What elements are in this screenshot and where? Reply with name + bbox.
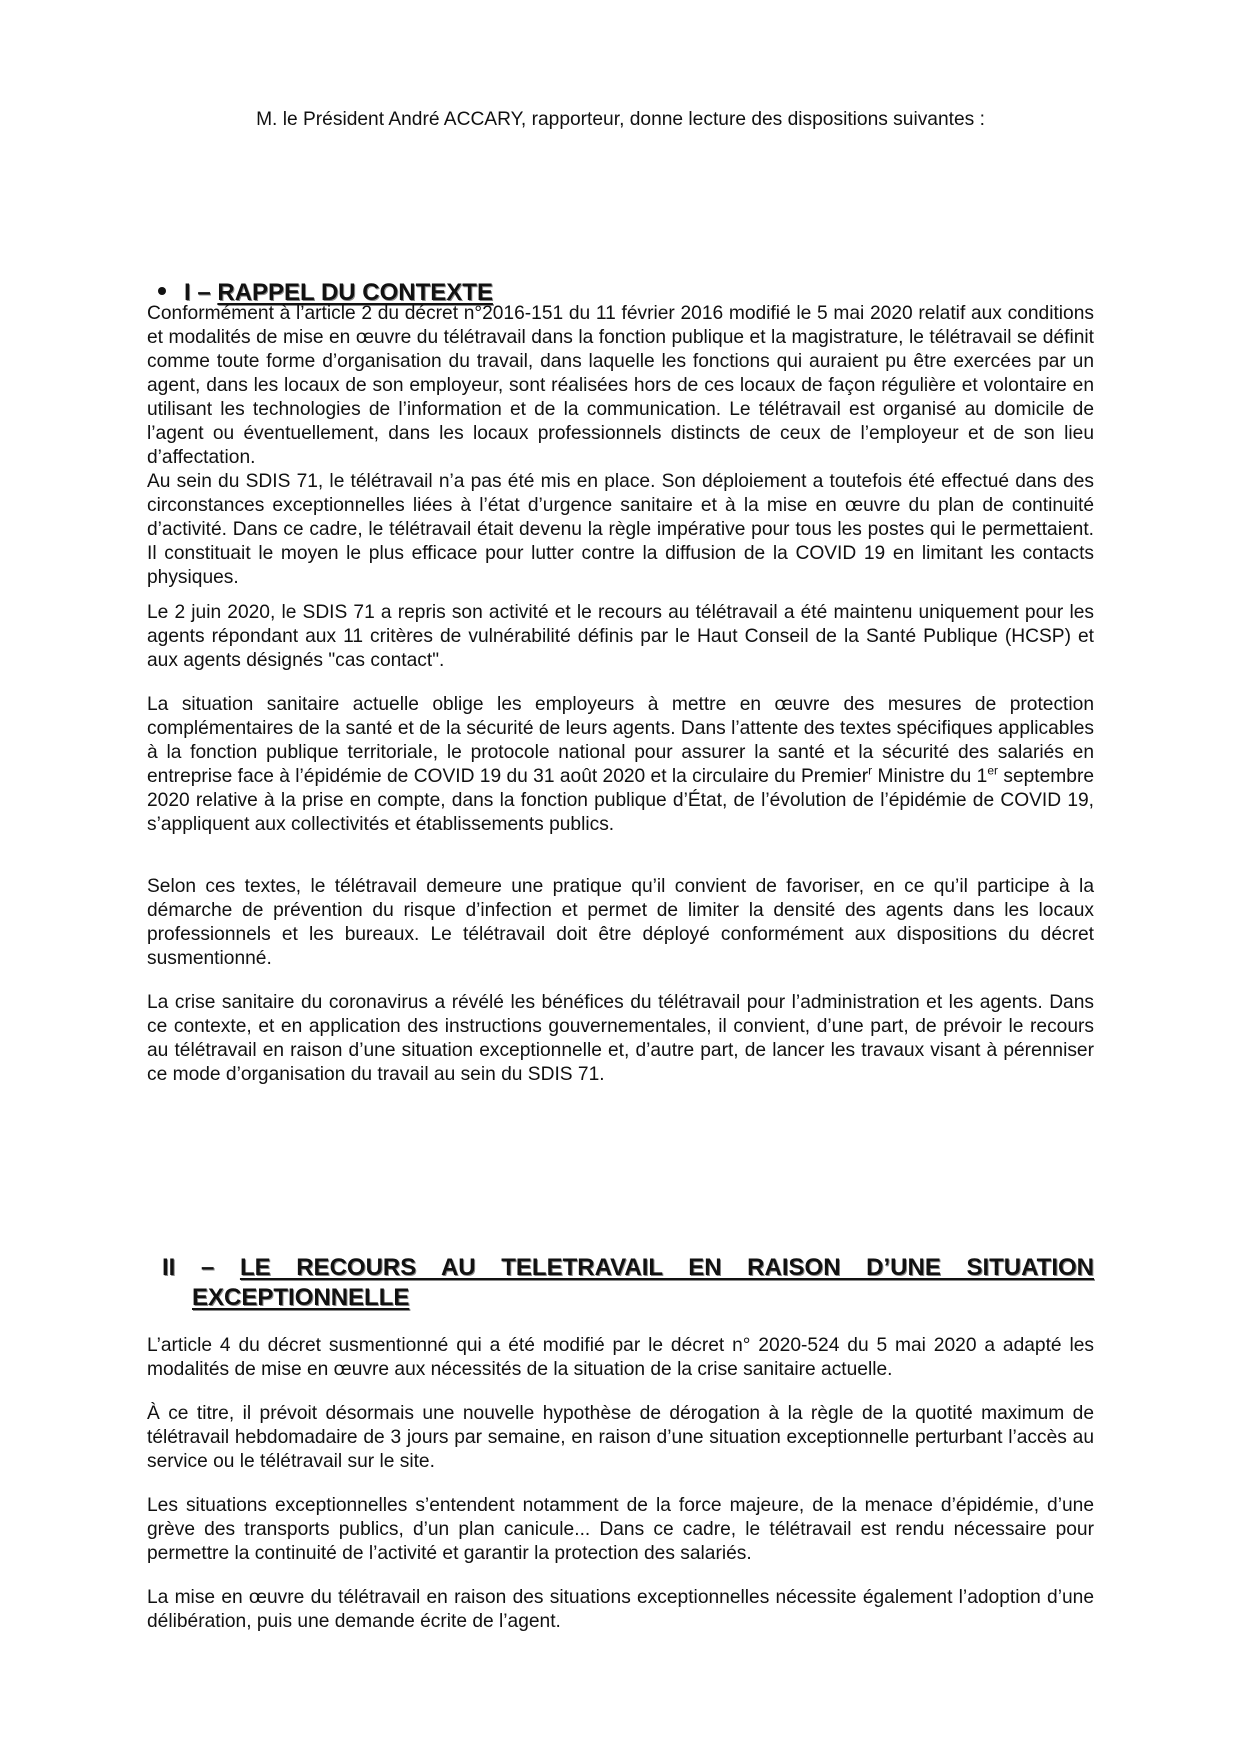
paragraph-june-resumption: Le 2 juin 2020, le SDIS 71 a repris son activité et le recours au télétravail a été maintenu uniquement pour les agents répondant aux 11 critères de vulnérabilité définis par le Haut Conseil de la Santé Publique (HCSP) et aux agents désignés "cas contact". [147, 602, 1094, 671]
section-2-number: II – [162, 1254, 240, 1281]
paragraph-sdis-deployment: Au sein du SDIS 71, le télétravail n’a pas été mis en place. Son déploiement a toutefois été effectué dans des circonstances exceptionnelles liées à l’état d’urgence sanitaire et à la mise en œuvre du plan de continuité d’activité. Dans ce cadre, le télétravail était devenu la règle impérative pour tous les postes qui le permettaient. Il constituait le moyen le plus efficace pour lutter contre la diffusion de la COVID 19 en limitant les contacts physiques. [147, 471, 1094, 588]
section-2-heading [162, 1253, 1094, 1313]
section-2-title-line2: EXCEPTIONNELLE [192, 1284, 410, 1311]
section-2-line2 [162, 1283, 1094, 1313]
paragraph-new-derogation: À ce titre, il prévoit désormais une nouvelle hypothèse de dérogation à la règle de la quotité maximum de télétravail hebdomadaire de 3 jours par semaine, en raison d’une situation exceptionnelle perturbant l’accès au service ou le télétravail sur le site. [147, 1403, 1094, 1472]
paragraph-article-4: L’article 4 du décret susmentionné qui a été modifié par le décret n° 2020-524 du 5 mai 2020 a adapté les modalités de mise en œuvre aux nécessités de la situation de la crise sanitaire actuelle. [147, 1335, 1094, 1380]
section-2-line1 [162, 1253, 1094, 1283]
para4-part2: Ministre du 1 [872, 766, 988, 787]
para4-sup1: r [868, 763, 873, 778]
bullet-icon [158, 287, 166, 295]
para4-part3: septembre 2020 relative à la prise en compte, dans la fonction publique d’État, de l’évolution de l’épidémie de COVID 19, s’appliquent aux collectivités et établissements publics. [147, 766, 1095, 835]
para4-sup2: er [987, 763, 999, 778]
paragraph-exceptional-situations: Les situations exceptionnelles s’entendent notamment de la force majeure, de la menace d’épidémie, d’une grève des transports publics, d’un plan canicule... Dans ce cadre, le télétravail est rendu nécessaire pour permettre la continuité de l’activité et garantir la protection des salariés. [147, 1495, 1094, 1564]
paragraph-sanitary-situation [147, 693, 1094, 837]
paragraph-deliberation: La mise en œuvre du télétravail en raison des situations exceptionnelles nécessite également l’adoption d’une délibération, puis une demande écrite de l’agent. [147, 1587, 1094, 1632]
para4-part1: La situation sanitaire actuelle oblige les employeurs à mettre en œuvre des mesures de protection complémentaires de la santé et de la sécurité de leurs agents. Dans l’attente des textes spécifiques applicables à la fonction publique territoriale, le protocole national pour assurer la santé et la sécurité des salariés en entreprise face à l’épidémie de COVID 19 du 31 août 2020 et la circulaire du Premier [147, 694, 1094, 787]
paragraph-health-crisis: La crise sanitaire du coronavirus a révélé les bénéfices du télétravail pour l’administration et les agents. Dans ce contexte, et en application des instructions gouvernementales, il convient, d’une part, de prévoir le recours au télétravail en raison d’une situation exceptionnelle et, d’autre part, de lancer les travaux visant à pérenniser ce mode d’organisation du travail au sein du SDIS 71. [147, 992, 1094, 1085]
paragraph-context-definition: Conformément à l’article 2 du décret n°2016-151 du 11 février 2016 modifié le 5 mai 2020 relatif aux conditions et modalités de mise en œuvre du télétravail dans la fonction publique et la magistrature, le télétravail se définit comme toute forme d’organisation du travail, dans laquelle les fonctions qui auraient pu être exercées par un agent, dans les locaux de son employeur, sont réalisées hors de ces locaux de façon régulière et volontaire en utilisant les technologies de l’information et de la communication. Le télétravail est organisé au domicile de l’agent ou éventuellement, dans les locaux professionnels distincts de ceux de l’employeur et de son lieu d’affectation. [147, 303, 1094, 468]
section-1-number: I – [184, 279, 218, 306]
paragraph-according-texts: Selon ces textes, le télétravail demeure une pratique qu’il convient de favoriser, en ce qu’il participe à la démarche de prévention du risque d’infection et permet de limiter la densité des agents dans les locaux professionnels et les bureaux. Le télétravail doit être déployé conformément aux dispositions du décret susmentionné. [147, 876, 1094, 969]
intro-line: M. le Président André ACCARY, rapporteur, donne lecture des dispositions suivantes : [256, 109, 985, 130]
section-1-title: RAPPEL DU CONTEXTE [217, 279, 493, 306]
section-2-title-line1: LE RECOURS AU TELETRAVAIL EN RAISON D’UNE SITUATION [239, 1254, 1094, 1281]
